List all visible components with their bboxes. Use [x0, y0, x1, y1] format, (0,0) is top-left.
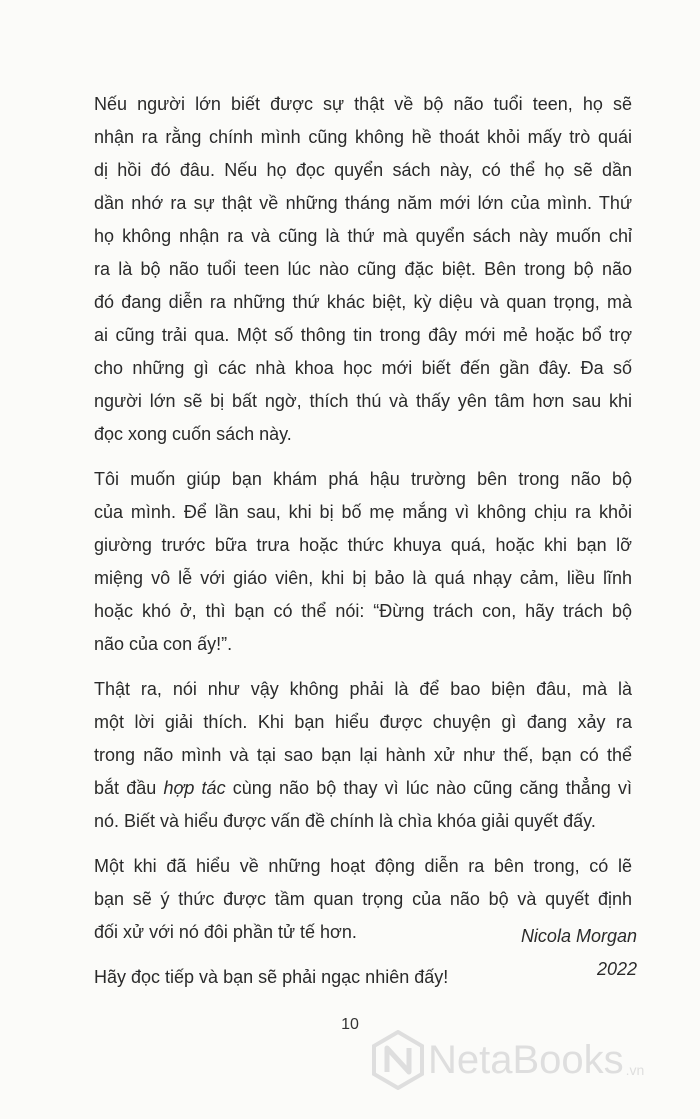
text-line: cho những gì các nhà khoa học mới biết đến gần đây. Đa số — [94, 358, 632, 378]
text-line: đọc xong cuốn sách này. — [94, 424, 292, 444]
watermark — [372, 1030, 644, 1090]
text-line: nhận ra rằng chính mình cũng không hề thoát khỏi mấy trò quái — [94, 127, 632, 147]
text-line: của mình. Để lần sau, khi bị bố mẹ mắng vì không chịu ra khỏi — [94, 502, 632, 522]
text-line: Thật ra, nói như vậy không phải là để bao biện đâu, mà là — [94, 679, 632, 699]
watermark-suffix: .vn — [625, 1062, 645, 1078]
text-line: Nếu người lớn biết được sự thật về bộ não tuổi teen, họ sẽ — [94, 94, 632, 114]
paragraph — [94, 463, 632, 661]
text-line: dị hồi đó đâu. Nếu họ đọc quyển sách này, có thể họ sẽ dần — [94, 160, 632, 180]
signature — [521, 920, 637, 986]
text-line: Một khi đã hiểu về những hoạt động diễn ra bên trong, có lẽ — [94, 856, 632, 876]
netabooks-logo-icon — [372, 1030, 424, 1090]
watermark-brand: NetaBooks — [428, 1037, 624, 1082]
text-line: ai cũng trải qua. Một số thông tin trong đây mới mẻ hoặc bổ trợ — [94, 325, 632, 345]
text-line: bạn sẽ ý thức được tầm quan trọng của não bộ và quyết định — [94, 889, 632, 909]
paragraph — [94, 673, 632, 838]
text-line: Tôi muốn giúp bạn khám phá hậu trường bên trong não bộ — [94, 469, 632, 489]
text-line: dần nhớ ra sự thật về những tháng năm mới lớn của mình. Thứ — [94, 193, 632, 213]
page-number: 10 — [341, 1016, 359, 1033]
text-line: nó. Biết và hiểu được vấn đề chính là chìa khóa giải quyết đấy. — [94, 811, 596, 831]
text-line: một lời giải thích. Khi bạn hiểu được chuyện gì đang xảy ra — [94, 712, 632, 732]
text-line: người lớn sẽ bị bất ngờ, thích thú và thấy yên tâm hơn sau khi — [94, 391, 632, 411]
text-line: trong não mình và tại sao bạn lại hành xử như thế, bạn có thể — [94, 745, 632, 765]
text-line: miệng vô lễ với giáo viên, khi bị bảo là quá nhạy cảm, liều lĩnh — [94, 568, 632, 588]
text-line: đó đang diễn ra những thứ khác biệt, kỳ diệu và quan trọng, mà — [94, 292, 632, 312]
author-name: Nicola Morgan — [520, 926, 637, 946]
text-line: Hãy đọc tiếp và bạn sẽ phải ngạc nhiên đấy! — [94, 967, 449, 987]
body-text — [94, 88, 632, 1006]
text-line: giường trước bữa trưa hoặc thức khuya quá, hoặc khi bạn lỡ — [94, 535, 632, 555]
text-line: hoặc khó ở, thì bạn có thể nói: “Đừng trách con, hãy trách bộ — [94, 601, 632, 621]
text-line: đối xử với nó đôi phần tử tế hơn. — [94, 922, 357, 942]
text-line: não của con ấy!”. — [94, 634, 233, 654]
text-line: ra là bộ não tuổi teen lúc nào cũng đặc biệt. Bên trong bộ não — [94, 259, 632, 279]
text-line: họ không nhận ra và cũng là thứ mà quyển sách này muốn chỉ — [94, 226, 632, 246]
signature-year: 2022 — [596, 959, 637, 979]
text-line: bắt đầu hợp tác cùng não bộ thay vì lúc nào cũng căng thẳng vì — [94, 778, 632, 798]
paragraph — [94, 88, 632, 451]
